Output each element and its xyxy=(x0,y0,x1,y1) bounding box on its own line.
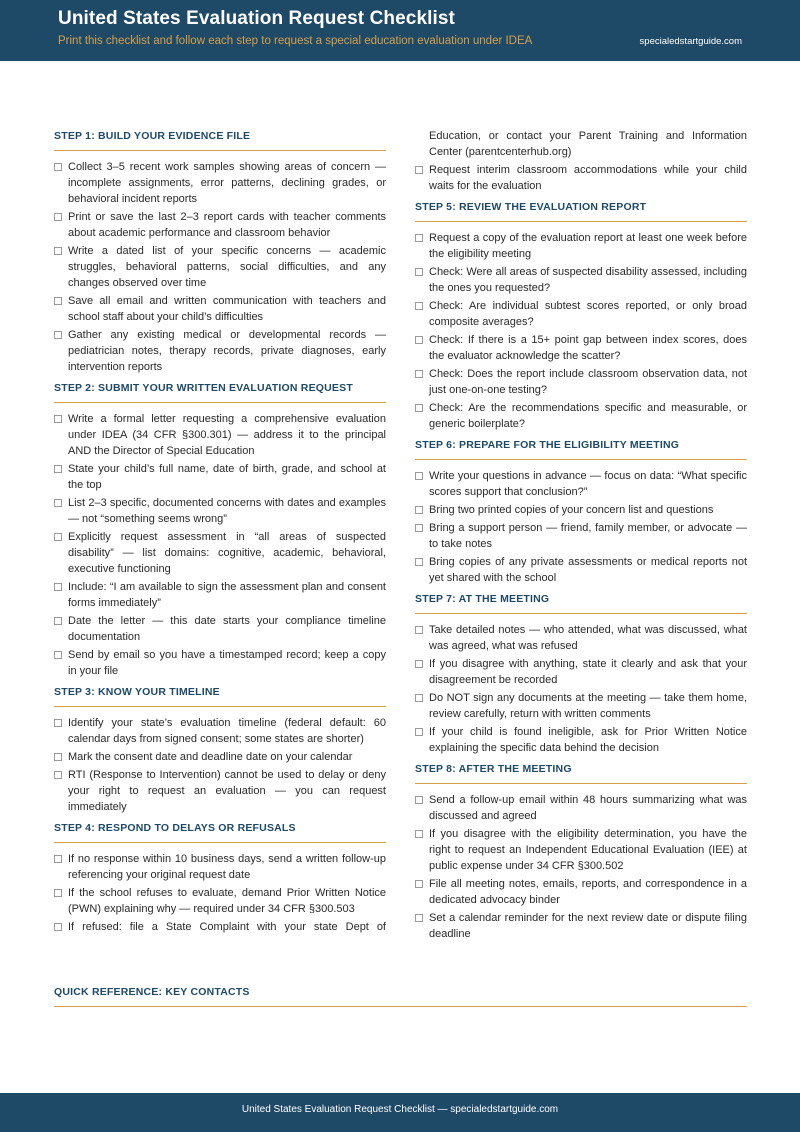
checklist-item: Print or save the last 2–3 report cards with teacher comments about academic performance and classroom behavior xyxy=(54,209,386,241)
checkbox[interactable] xyxy=(415,336,423,344)
step-title: STEP 1: BUILD YOUR EVIDENCE FILE xyxy=(54,128,386,151)
quick-reference-section xyxy=(54,984,747,1007)
checklist-item: Set a calendar reminder for the next review date or dispute filing deadline xyxy=(415,910,747,942)
page-subtitle: Print this checklist and follow each step to request a special education evaluation under IDEA xyxy=(58,35,533,47)
step-title: STEP 8: AFTER THE MEETING xyxy=(415,761,747,784)
step-6-section xyxy=(415,437,747,586)
checkbox[interactable] xyxy=(415,694,423,702)
checkbox[interactable] xyxy=(54,719,62,727)
step-5-section xyxy=(415,199,747,432)
checkbox[interactable] xyxy=(54,297,62,305)
checkbox[interactable] xyxy=(54,247,62,255)
page-header xyxy=(0,0,800,61)
checkbox[interactable] xyxy=(415,830,423,838)
checkbox[interactable] xyxy=(415,404,423,412)
checkbox[interactable] xyxy=(54,923,62,931)
checklist-item: If your child is found ineligible, ask for Prior Written Notice explaining the specific data behind the decision xyxy=(415,724,747,756)
step-3-section xyxy=(54,684,386,815)
checklist-item: RTI (Response to Intervention) cannot be used to delay or deny your right to request an evaluation — you can request immediately xyxy=(54,767,386,815)
checklist-item: Gather any existing medical or developmental records — pediatrician notes, therapy records, private diagnoses, early intervention reports xyxy=(54,327,386,375)
checkbox[interactable] xyxy=(415,660,423,668)
checklist-item: Bring copies of any private assessments or medical reports not yet shared with the school xyxy=(415,554,747,586)
checklist-item: Check: If there is a 15+ point gap between index scores, does the evaluator acknowledge the scatter? xyxy=(415,332,747,364)
checklist-item: Bring a support person — friend, family member, or advocate — to take notes xyxy=(415,520,747,552)
checkbox[interactable] xyxy=(415,472,423,480)
site-url: specialedstartguide.com xyxy=(639,36,742,47)
quick-reference-title: QUICK REFERENCE: KEY CONTACTS xyxy=(54,984,747,1007)
checkbox[interactable] xyxy=(54,889,62,897)
checklist-item: Explicitly request assessment in “all areas of suspected disability” — list domains: cognitive, academic, behavioral, executive functioning xyxy=(54,529,386,577)
checklist-item-continued: Education, or contact your Parent Training and Information Center (parentcenterhub.org) xyxy=(429,130,747,158)
checkbox[interactable] xyxy=(54,855,62,863)
footer-text: United States Evaluation Request Checklist — specialedstartguide.com xyxy=(241,1104,559,1115)
checklist-item: Write your questions in advance — focus on data: “What specific scores support that conclusion?” xyxy=(415,468,747,500)
page-title: United States Evaluation Request Checklist xyxy=(58,8,455,29)
checkbox[interactable] xyxy=(415,166,423,174)
checkbox[interactable] xyxy=(54,499,62,507)
step-title: STEP 7: AT THE MEETING xyxy=(415,591,747,614)
checkbox[interactable] xyxy=(415,234,423,242)
checklist-item: Write a formal letter requesting a comprehensive evaluation under IDEA (34 CFR §300.301) — address it to the principal AND the Director of Special Education xyxy=(54,411,386,459)
step-2-section xyxy=(54,380,386,679)
checklist-item: Check: Are individual subtest scores reported, or only broad composite averages? xyxy=(415,298,747,330)
checkbox[interactable] xyxy=(54,163,62,171)
step-title: STEP 2: SUBMIT YOUR WRITTEN EVALUATION REQUEST xyxy=(54,380,386,403)
left-column xyxy=(54,128,386,940)
checklist-item: Bring two printed copies of your concern list and questions xyxy=(415,502,747,518)
checkbox[interactable] xyxy=(54,465,62,473)
checkbox[interactable] xyxy=(415,506,423,514)
checklist-item: Send a follow-up email within 48 hours summarizing what was discussed and agreed xyxy=(415,792,747,824)
checklist-item: Write a dated list of your specific concerns — academic struggles, behavioral patterns, social difficulties, and any changes observed over time xyxy=(54,243,386,291)
checkbox[interactable] xyxy=(415,880,423,888)
checkbox[interactable] xyxy=(415,626,423,634)
checkbox[interactable] xyxy=(54,331,62,339)
checklist-item: If the school refuses to evaluate, demand Prior Written Notice (PWN) explaining why — required under 34 CFR §300.503 xyxy=(54,885,386,917)
checklist-item: If you disagree with anything, state it clearly and ask that your disagreement be recorded xyxy=(415,656,747,688)
checklist-item: Check: Were all areas of suspected disability assessed, including the ones you requested? xyxy=(415,264,747,296)
checkbox[interactable] xyxy=(54,651,62,659)
checklist-item: Identify your state’s evaluation timeline (federal default: 60 calendar days from signed consent; some states are shorter) xyxy=(54,715,386,747)
checklist-item: Mark the consent date and deadline date on your calendar xyxy=(54,749,386,765)
step-4-section xyxy=(54,820,386,935)
step-7-section xyxy=(415,591,747,756)
right-column xyxy=(415,128,747,947)
checklist-item: Date the letter — this date starts your compliance timeline documentation xyxy=(54,613,386,645)
checkbox[interactable] xyxy=(54,583,62,591)
page-footer xyxy=(0,1093,800,1132)
checklist-item: If refused: file a State Complaint with your state Dept of xyxy=(54,919,386,935)
checklist-item: Send by email so you have a timestamped record; keep a copy in your file xyxy=(54,647,386,679)
checklist-item: Request interim classroom accommodations while your child waits for the evaluation xyxy=(415,162,747,194)
checklist-item: If you disagree with the eligibility determination, you have the right to request an Independent Educational Evaluation (IEE) at public expense under 34 CFR §300.502 xyxy=(415,826,747,874)
step-title: STEP 4: RESPOND TO DELAYS OR REFUSALS xyxy=(54,820,386,843)
step-title: STEP 5: REVIEW THE EVALUATION REPORT xyxy=(415,199,747,222)
checklist-item: Request a copy of the evaluation report at least one week before the eligibility meeting xyxy=(415,230,747,262)
step-1-section xyxy=(54,128,386,375)
checkbox[interactable] xyxy=(415,302,423,310)
checkbox[interactable] xyxy=(415,524,423,532)
checklist-item: Take detailed notes — who attended, what was discussed, what was agreed, what was refused xyxy=(415,622,747,654)
checklist-item: If no response within 10 business days, send a written follow-up referencing your original request date xyxy=(54,851,386,883)
checklist-item: Save all email and written communication with teachers and school staff about your child’s difficulties xyxy=(54,293,386,325)
checkbox[interactable] xyxy=(54,533,62,541)
checkbox[interactable] xyxy=(415,914,423,922)
step-4-continued xyxy=(415,128,747,194)
checklist-item: File all meeting notes, emails, reports, and correspondence in a dedicated advocacy binder xyxy=(415,876,747,908)
checklist-item: List 2–3 specific, documented concerns with dates and examples — not “something seems wrong” xyxy=(54,495,386,527)
checklist-item: State your child’s full name, date of birth, grade, and school at the top xyxy=(54,461,386,493)
checkbox[interactable] xyxy=(415,370,423,378)
checkbox[interactable] xyxy=(54,753,62,761)
step-title: STEP 3: KNOW YOUR TIMELINE xyxy=(54,684,386,707)
step-title: STEP 6: PREPARE FOR THE ELIGIBILITY MEETING xyxy=(415,437,747,460)
checkbox[interactable] xyxy=(415,558,423,566)
checkbox[interactable] xyxy=(415,796,423,804)
checkbox[interactable] xyxy=(54,213,62,221)
checkbox[interactable] xyxy=(54,771,62,779)
checklist-item: Do NOT sign any documents at the meeting — take them home, review carefully, return with written comments xyxy=(415,690,747,722)
checkbox[interactable] xyxy=(415,728,423,736)
checklist-item: Include: “I am available to sign the assessment plan and consent forms immediately” xyxy=(54,579,386,611)
step-8-section xyxy=(415,761,747,942)
checkbox[interactable] xyxy=(54,415,62,423)
checklist-item: Collect 3–5 recent work samples showing areas of concern — incomplete assignments, error patterns, declining grades, or behavioral incident reports xyxy=(54,159,386,207)
checklist-item: Check: Are the recommendations specific and measurable, or generic boilerplate? xyxy=(415,400,747,432)
checkbox[interactable] xyxy=(54,617,62,625)
checkbox[interactable] xyxy=(415,268,423,276)
checklist-item: Check: Does the report include classroom observation data, not just one-on-one testing? xyxy=(415,366,747,398)
